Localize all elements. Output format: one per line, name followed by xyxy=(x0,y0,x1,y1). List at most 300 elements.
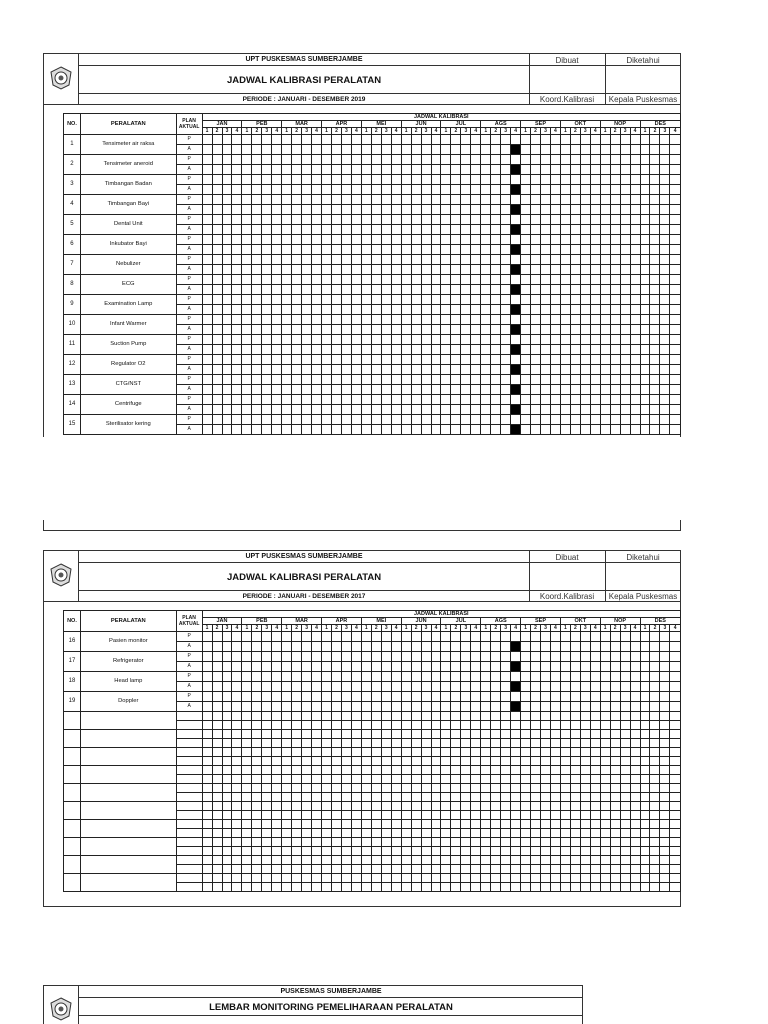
schedule-cell xyxy=(312,255,322,265)
schedule-cell xyxy=(341,225,351,235)
schedule-cell xyxy=(531,425,541,435)
schedule-cell xyxy=(282,185,292,195)
schedule-cell xyxy=(262,856,272,865)
schedule-cell xyxy=(550,820,560,829)
schedule-cell xyxy=(341,255,351,265)
schedule-cell xyxy=(531,682,541,692)
actual-marker xyxy=(176,739,202,748)
item-number: 15 xyxy=(64,415,81,435)
week-header: 4 xyxy=(511,128,521,135)
schedule-cell xyxy=(351,365,361,375)
schedule-cell xyxy=(441,285,451,295)
schedule-cell xyxy=(262,385,272,395)
schedule-cell xyxy=(431,425,441,435)
schedule-cell xyxy=(660,255,670,265)
schedule-cell xyxy=(351,215,361,225)
schedule-cell xyxy=(371,285,381,295)
item-name xyxy=(80,766,176,784)
schedule-cell xyxy=(242,375,252,385)
schedule-cell xyxy=(401,682,411,692)
schedule-cell xyxy=(262,632,272,642)
schedule-cell xyxy=(531,345,541,355)
schedule-cell xyxy=(302,305,312,315)
schedule-cell xyxy=(531,793,541,802)
schedule-cell xyxy=(560,355,570,365)
calibration-mark xyxy=(511,245,521,255)
schedule-cell xyxy=(570,642,580,652)
plan-marker: P xyxy=(176,135,202,145)
schedule-cell xyxy=(660,415,670,425)
schedule-cell xyxy=(511,652,521,662)
schedule-cell xyxy=(541,730,551,739)
schedule-cell xyxy=(242,793,252,802)
schedule-cell xyxy=(560,829,570,838)
schedule-cell xyxy=(421,748,431,757)
schedule-cell xyxy=(252,265,262,275)
item-name: Tensimeter air raksa xyxy=(80,135,176,155)
schedule-cell xyxy=(431,315,441,325)
schedule-cell xyxy=(660,395,670,405)
schedule-cell xyxy=(322,748,332,757)
schedule-cell xyxy=(391,811,401,820)
schedule-cell xyxy=(650,739,660,748)
schedule-cell xyxy=(292,165,302,175)
schedule-cell xyxy=(650,345,660,355)
schedule-cell xyxy=(282,325,292,335)
schedule-cell xyxy=(312,739,322,748)
schedule-cell xyxy=(501,757,511,766)
schedule-cell xyxy=(361,305,371,315)
schedule-cell xyxy=(312,285,322,295)
made-by-role: Koord.Kalibrasi xyxy=(539,592,595,601)
schedule-cell xyxy=(580,415,590,425)
schedule-cell xyxy=(371,405,381,415)
schedule-cell xyxy=(361,185,371,195)
schedule-cell xyxy=(650,235,660,245)
schedule-cell xyxy=(491,712,501,721)
schedule-cell xyxy=(341,285,351,295)
schedule-cell xyxy=(580,811,590,820)
schedule-cell xyxy=(670,385,681,395)
schedule-cell xyxy=(242,415,252,425)
schedule-cell xyxy=(461,748,471,757)
schedule-cell xyxy=(630,757,640,766)
schedule-cell xyxy=(322,325,332,335)
schedule-cell xyxy=(322,405,332,415)
schedule-cell xyxy=(242,225,252,235)
schedule-cell xyxy=(252,702,262,712)
schedule-cell xyxy=(292,811,302,820)
schedule-cell xyxy=(371,325,381,335)
schedule-cell xyxy=(580,802,590,811)
schedule-cell xyxy=(202,165,212,175)
schedule-cell xyxy=(411,415,421,425)
schedule-cell xyxy=(451,225,461,235)
schedule-cell xyxy=(531,325,541,335)
monitoring-sheet xyxy=(43,985,583,1024)
schedule-cell xyxy=(580,820,590,829)
schedule-cell xyxy=(312,415,322,425)
schedule-cell xyxy=(411,325,421,335)
schedule-cell xyxy=(630,692,640,702)
schedule-cell xyxy=(401,874,411,883)
item-name: Refrigerator xyxy=(80,652,176,672)
schedule-cell xyxy=(381,205,391,215)
schedule-cell xyxy=(600,195,610,205)
puskesmas-logo xyxy=(43,53,79,104)
schedule-cell xyxy=(341,185,351,195)
schedule-cell xyxy=(331,345,341,355)
item-name: Examination Lamp xyxy=(80,295,176,315)
schedule-cell xyxy=(511,692,521,702)
schedule-cell xyxy=(670,315,681,325)
schedule-cell xyxy=(421,739,431,748)
schedule-cell xyxy=(560,865,570,874)
schedule-cell xyxy=(222,135,232,145)
schedule-cell xyxy=(302,225,312,235)
schedule-cell xyxy=(401,730,411,739)
plan-marker: P xyxy=(176,215,202,225)
schedule-cell xyxy=(331,766,341,775)
schedule-cell xyxy=(451,682,461,692)
schedule-cell xyxy=(491,295,501,305)
schedule-cell xyxy=(262,793,272,802)
schedule-cell xyxy=(660,682,670,692)
schedule-cell xyxy=(491,195,501,205)
schedule-cell xyxy=(411,355,421,365)
schedule-cell xyxy=(222,721,232,730)
schedule-cell xyxy=(282,315,292,325)
schedule-cell xyxy=(421,335,431,345)
schedule-cell xyxy=(361,865,371,874)
schedule-cell xyxy=(312,375,322,385)
schedule-cell xyxy=(202,642,212,652)
schedule-cell xyxy=(312,793,322,802)
schedule-cell xyxy=(531,155,541,165)
schedule-cell xyxy=(312,205,322,215)
schedule-cell xyxy=(312,652,322,662)
schedule-cell xyxy=(541,692,551,702)
schedule-cell xyxy=(471,865,481,874)
schedule-cell xyxy=(411,766,421,775)
schedule-cell xyxy=(411,215,421,225)
schedule-cell xyxy=(322,315,332,325)
schedule-cell xyxy=(461,793,471,802)
schedule-cell xyxy=(491,632,501,642)
schedule-cell xyxy=(630,784,640,793)
schedule-cell xyxy=(351,883,361,892)
week-header: 1 xyxy=(202,128,212,135)
schedule-cell xyxy=(312,225,322,235)
schedule-cell xyxy=(431,385,441,395)
schedule-cell xyxy=(441,175,451,185)
week-header: 2 xyxy=(411,625,421,632)
schedule-cell xyxy=(212,883,222,892)
schedule-cell xyxy=(212,865,222,874)
schedule-cell xyxy=(501,225,511,235)
schedule-cell xyxy=(461,874,471,883)
schedule-cell xyxy=(471,135,481,145)
schedule-cell xyxy=(292,275,302,285)
schedule-cell xyxy=(351,285,361,295)
schedule-cell xyxy=(560,415,570,425)
plan-header-label: PLAN xyxy=(182,118,196,124)
schedule-cell xyxy=(640,652,650,662)
schedule-cell xyxy=(341,829,351,838)
schedule-cell xyxy=(252,820,262,829)
schedule-cell xyxy=(401,820,411,829)
month-header: AGS xyxy=(481,618,521,625)
schedule-cell xyxy=(421,155,431,165)
schedule-cell xyxy=(640,757,650,766)
schedule-cell xyxy=(401,838,411,847)
schedule-cell xyxy=(650,275,660,285)
schedule-cell xyxy=(381,820,391,829)
schedule-cell xyxy=(421,165,431,175)
schedule-cell xyxy=(541,739,551,748)
schedule-cell xyxy=(272,205,282,215)
schedule-cell xyxy=(550,642,560,652)
schedule-cell xyxy=(302,802,312,811)
schedule-cell xyxy=(351,245,361,255)
schedule-cell xyxy=(560,702,570,712)
schedule-cell xyxy=(252,225,262,235)
schedule-cell xyxy=(481,829,491,838)
schedule-cell xyxy=(550,185,560,195)
schedule-cell xyxy=(411,425,421,435)
schedule-cell xyxy=(630,405,640,415)
schedule-cell xyxy=(580,652,590,662)
schedule-cell xyxy=(600,682,610,692)
schedule-cell xyxy=(541,847,551,856)
schedule-cell xyxy=(371,395,381,405)
schedule-cell xyxy=(252,405,262,415)
schedule-cell xyxy=(660,692,670,702)
schedule-cell xyxy=(272,425,282,435)
week-header: 3 xyxy=(501,128,511,135)
schedule-cell xyxy=(322,838,332,847)
schedule-cell xyxy=(521,847,531,856)
schedule-cell xyxy=(331,632,341,642)
schedule-cell xyxy=(282,865,292,874)
schedule-cell xyxy=(471,662,481,672)
schedule-cell xyxy=(570,335,580,345)
puskesmas-logo xyxy=(43,550,79,601)
schedule-cell xyxy=(431,165,441,175)
schedule-cell xyxy=(610,692,620,702)
schedule-cell xyxy=(272,175,282,185)
schedule-cell xyxy=(232,335,242,345)
schedule-cell xyxy=(421,275,431,285)
schedule-cell xyxy=(212,739,222,748)
schedule-cell xyxy=(411,345,421,355)
schedule-cell xyxy=(471,255,481,265)
schedule-cell xyxy=(630,375,640,385)
schedule-cell xyxy=(650,642,660,652)
schedule-cell xyxy=(461,155,471,165)
schedule-cell xyxy=(471,195,481,205)
table-row xyxy=(64,874,681,883)
actual-marker: A xyxy=(176,265,202,275)
schedule-cell xyxy=(391,838,401,847)
schedule-cell xyxy=(660,385,670,395)
schedule-cell xyxy=(272,802,282,811)
schedule-cell xyxy=(481,757,491,766)
schedule-cell xyxy=(550,856,560,865)
schedule-cell xyxy=(630,305,640,315)
schedule-cell xyxy=(371,375,381,385)
schedule-cell xyxy=(560,883,570,892)
schedule-cell xyxy=(620,662,630,672)
schedule-cell xyxy=(431,405,441,415)
week-header: 1 xyxy=(640,625,650,632)
actual-marker xyxy=(176,793,202,802)
schedule-cell xyxy=(670,838,681,847)
schedule-cell xyxy=(501,155,511,165)
schedule-cell xyxy=(541,175,551,185)
schedule-cell xyxy=(222,802,232,811)
schedule-cell xyxy=(541,135,551,145)
schedule-cell xyxy=(401,865,411,874)
schedule-cell xyxy=(441,838,451,847)
schedule-cell xyxy=(391,748,401,757)
schedule-cell xyxy=(451,642,461,652)
schedule-cell xyxy=(491,395,501,405)
schedule-cell xyxy=(312,165,322,175)
schedule-cell xyxy=(590,811,600,820)
schedule-cell xyxy=(322,784,332,793)
schedule-cell xyxy=(262,235,272,245)
schedule-cell xyxy=(381,811,391,820)
schedule-cell xyxy=(411,165,421,175)
schedule-cell xyxy=(590,365,600,375)
schedule-cell xyxy=(371,235,381,245)
schedule-cell xyxy=(312,662,322,672)
schedule-cell xyxy=(322,395,332,405)
schedule-cell xyxy=(650,405,660,415)
schedule-cell xyxy=(610,185,620,195)
schedule-cell xyxy=(242,802,252,811)
schedule-cell xyxy=(531,811,541,820)
schedule-cell xyxy=(531,135,541,145)
schedule-cell xyxy=(361,415,371,425)
schedule-cell xyxy=(461,285,471,295)
schedule-cell xyxy=(401,775,411,784)
schedule-cell xyxy=(252,285,262,295)
schedule-cell xyxy=(521,829,531,838)
schedule-cell xyxy=(421,712,431,721)
week-header: 3 xyxy=(580,128,590,135)
schedule-cell xyxy=(282,748,292,757)
schedule-cell xyxy=(441,662,451,672)
schedule-cell xyxy=(272,874,282,883)
schedule-cell xyxy=(660,135,670,145)
actual-marker xyxy=(176,883,202,892)
schedule-cell xyxy=(610,425,620,435)
schedule-cell xyxy=(341,315,351,325)
schedule-cell xyxy=(531,775,541,784)
schedule-cell xyxy=(341,335,351,345)
schedule-cell xyxy=(292,245,302,255)
schedule-cell xyxy=(302,245,312,255)
schedule-cell xyxy=(451,829,461,838)
schedule-cell xyxy=(511,739,521,748)
schedule-cell xyxy=(351,802,361,811)
schedule-cell xyxy=(441,305,451,315)
schedule-cell xyxy=(630,632,640,642)
schedule-cell xyxy=(620,874,630,883)
schedule-cell xyxy=(521,632,531,642)
schedule-cell xyxy=(580,672,590,682)
schedule-cell xyxy=(660,155,670,165)
schedule-cell xyxy=(391,225,401,235)
schedule-cell xyxy=(222,702,232,712)
schedule-cell xyxy=(222,793,232,802)
schedule-cell xyxy=(411,739,421,748)
schedule-cell xyxy=(670,235,681,245)
schedule-cell xyxy=(560,874,570,883)
schedule-cell xyxy=(481,766,491,775)
schedule-cell xyxy=(431,185,441,195)
table-row xyxy=(64,672,681,682)
schedule-cell xyxy=(511,757,521,766)
schedule-cell xyxy=(521,739,531,748)
schedule-cell xyxy=(361,365,371,375)
schedule-cell xyxy=(222,345,232,355)
schedule-cell xyxy=(600,415,610,425)
schedule-cell xyxy=(660,874,670,883)
schedule-cell xyxy=(361,425,371,435)
schedule-cell xyxy=(670,325,681,335)
schedule-cell xyxy=(620,305,630,315)
schedule-cell xyxy=(451,748,461,757)
schedule-cell xyxy=(630,811,640,820)
schedule-cell xyxy=(590,205,600,215)
schedule-cell xyxy=(481,225,491,235)
schedule-cell xyxy=(292,712,302,721)
schedule-cell xyxy=(441,295,451,305)
schedule-cell xyxy=(411,847,421,856)
schedule-cell xyxy=(312,315,322,325)
schedule-cell xyxy=(272,415,282,425)
week-header: 4 xyxy=(232,128,242,135)
schedule-cell xyxy=(421,865,431,874)
schedule-cell xyxy=(660,405,670,415)
schedule-cell xyxy=(511,335,521,345)
schedule-cell xyxy=(202,784,212,793)
schedule-cell xyxy=(660,315,670,325)
schedule-cell xyxy=(610,829,620,838)
schedule-cell xyxy=(670,865,681,874)
week-header: 3 xyxy=(381,625,391,632)
calibration-mark xyxy=(511,642,521,652)
schedule-cell xyxy=(670,775,681,784)
schedule-cell xyxy=(232,215,242,225)
schedule-cell xyxy=(381,355,391,365)
schedule-cell xyxy=(331,175,341,185)
schedule-cell xyxy=(232,662,242,672)
schedule-cell xyxy=(491,793,501,802)
schedule-cell xyxy=(341,365,351,375)
schedule-cell xyxy=(660,757,670,766)
schedule-cell xyxy=(471,425,481,435)
schedule-cell xyxy=(421,235,431,245)
schedule-cell xyxy=(560,712,570,721)
schedule-cell xyxy=(441,155,451,165)
schedule-cell xyxy=(222,766,232,775)
month-header: AGS xyxy=(481,121,521,128)
schedule-cell xyxy=(421,883,431,892)
